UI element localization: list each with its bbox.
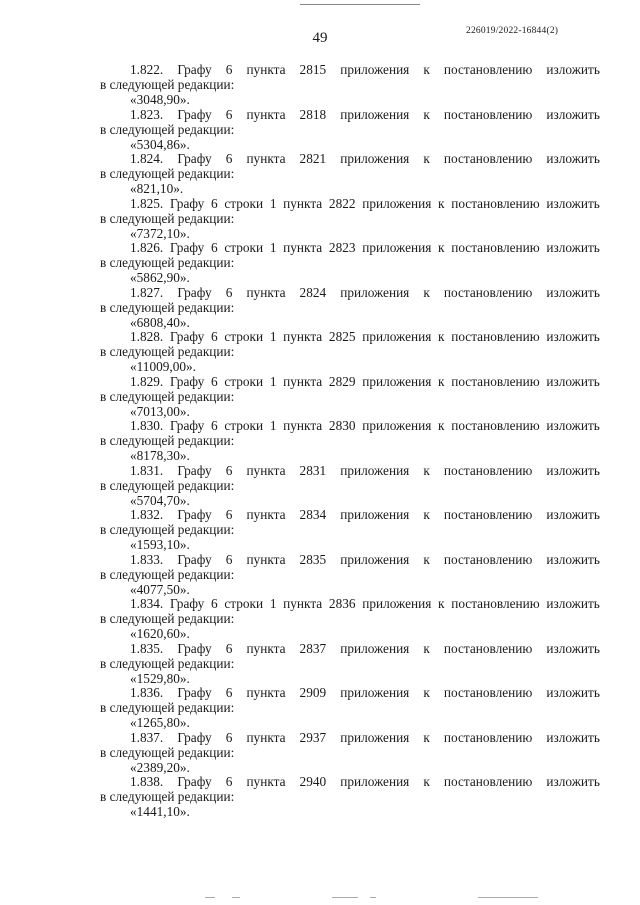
instruction-word: 1	[269, 195, 277, 211]
instruction-word: постановлению	[451, 373, 540, 389]
instruction-word: 1	[269, 240, 277, 255]
instruction-word: пункта	[246, 284, 286, 300]
amendment-continuation: в следующей редакции:	[100, 522, 235, 538]
instruction-word: приложения	[340, 729, 410, 745]
instruction-word: 2837	[299, 640, 327, 656]
instruction-word: строки	[224, 195, 264, 211]
instruction-word: постановлению	[451, 418, 540, 433]
instruction-word: 1.827.	[130, 284, 164, 300]
instruction-word: 1.824.	[130, 151, 164, 166]
amendment-value: «6808,40».	[130, 314, 190, 330]
instruction-word: Графу	[177, 151, 212, 166]
instruction-word: 1.822.	[130, 62, 164, 77]
instruction-word: к	[438, 195, 445, 211]
instruction-word: 6	[211, 329, 218, 344]
instruction-word: 1	[269, 596, 277, 611]
instruction-word: пункта	[246, 151, 286, 166]
instruction-word: изложить	[546, 596, 600, 611]
instruction-word: пункта	[246, 462, 286, 478]
amendment-value: «8178,30».	[130, 448, 190, 464]
instruction-word: приложения	[340, 507, 410, 522]
amendment-instruction	[100, 596, 600, 611]
instruction-word: 6	[225, 685, 233, 700]
instruction-word: Графу	[177, 551, 212, 567]
amendment-item	[100, 285, 600, 330]
instruction-word: к	[423, 774, 430, 789]
instruction-word: постановлению	[443, 640, 533, 656]
instruction-word: постановлению	[443, 685, 533, 700]
instruction-word: изложить	[546, 195, 600, 211]
instruction-word: 1.837.	[130, 729, 164, 745]
instruction-word: приложения	[362, 373, 432, 389]
instruction-word: 6	[211, 240, 218, 255]
instruction-word: постановлению	[451, 240, 540, 255]
instruction-word: приложения	[340, 551, 410, 567]
instruction-word: пункта	[246, 685, 286, 700]
instruction-word: 1.829.	[130, 373, 164, 389]
amendment-instruction	[100, 507, 600, 522]
amendment-value: «1593,10».	[130, 537, 190, 553]
instruction-word: к	[438, 329, 445, 344]
instruction-word: приложения	[340, 151, 410, 166]
instruction-word: 2830	[328, 418, 356, 433]
amendment-instruction	[100, 329, 600, 344]
instruction-word: постановлению	[451, 195, 540, 211]
amendment-continuation: в следующей редакции:	[100, 388, 235, 404]
instruction-word: к	[438, 240, 445, 255]
instruction-word: пункта	[246, 551, 286, 567]
instruction-word: 6	[225, 640, 233, 656]
instruction-word: Графу	[169, 329, 205, 344]
instruction-word: 2940	[299, 774, 327, 789]
instruction-word: 6	[225, 106, 233, 122]
instruction-word: постановлению	[443, 106, 533, 122]
instruction-word: строки	[224, 373, 264, 389]
instruction-word: приложения	[362, 596, 432, 611]
instruction-word: 6	[211, 596, 218, 611]
instruction-word: к	[423, 685, 430, 700]
instruction-word: к	[423, 151, 430, 166]
amendment-continuation: в следующей редакции:	[100, 121, 235, 137]
instruction-word: пункта	[246, 640, 286, 656]
instruction-word: изложить	[546, 106, 600, 122]
amendment-instruction	[100, 418, 600, 433]
instruction-word: 1.832.	[130, 507, 164, 522]
instruction-word: 1	[269, 329, 277, 344]
amendment-item	[100, 240, 600, 285]
instruction-word: к	[438, 373, 445, 389]
instruction-word: 2937	[299, 729, 327, 745]
amendment-instruction	[100, 285, 600, 300]
instruction-word: изложить	[546, 774, 600, 789]
amendment-value: «7372,10».	[130, 225, 190, 241]
amendment-continuation: в следующей редакции:	[100, 299, 235, 315]
instruction-word: постановлению	[443, 774, 533, 789]
amendment-instruction	[100, 641, 600, 656]
amendment-item	[100, 507, 600, 552]
amendment-instruction	[100, 107, 600, 122]
amendment-instruction	[100, 62, 600, 77]
amendment-value: «821,10».	[130, 181, 184, 197]
instruction-word: 6	[225, 62, 233, 77]
amendment-value: «3048,90».	[130, 92, 190, 108]
instruction-word: 2909	[299, 685, 327, 700]
instruction-word: 1.826.	[130, 240, 164, 255]
instruction-word: 1	[269, 418, 277, 433]
instruction-word: пункта	[283, 373, 323, 389]
instruction-word: 1.834.	[130, 596, 164, 611]
instruction-word: изложить	[546, 418, 600, 433]
amendment-instruction	[100, 552, 600, 567]
instruction-word: Графу	[177, 774, 212, 789]
amendment-value: «2389,20».	[130, 759, 190, 775]
bottom-scan-marks	[0, 893, 640, 903]
instruction-word: постановлению	[443, 151, 533, 166]
instruction-word: 6	[211, 195, 218, 211]
amendment-value: «5704,70».	[130, 492, 190, 508]
instruction-word: приложения	[340, 284, 410, 300]
instruction-word: Графу	[177, 729, 212, 745]
page-number: 49	[312, 30, 328, 46]
instruction-word: постановлению	[443, 551, 533, 567]
instruction-word: 6	[225, 151, 233, 166]
instruction-word: 6	[225, 551, 233, 567]
amendment-continuation: в следующей редакции:	[100, 655, 235, 671]
instruction-word: 1.836.	[130, 685, 164, 700]
amendment-continuation: в следующей редакции:	[100, 611, 235, 627]
amendment-value: «4077,50».	[130, 581, 190, 597]
instruction-word: Графу	[169, 596, 205, 611]
instruction-word: 6	[225, 774, 233, 789]
instruction-word: 2834	[299, 507, 327, 522]
instruction-word: 1.838.	[130, 774, 164, 789]
amendment-instruction	[100, 151, 600, 166]
instruction-word: Графу	[177, 106, 212, 122]
instruction-word: Графу	[177, 640, 212, 656]
instruction-word: постановлению	[443, 729, 533, 745]
amendment-item	[100, 730, 600, 775]
instruction-word: 1.833.	[130, 551, 164, 567]
amendment-instruction	[100, 774, 600, 789]
instruction-word: Графу	[169, 240, 205, 255]
amendment-instruction	[100, 685, 600, 700]
instruction-word: постановлению	[443, 462, 533, 478]
instruction-word: 1.823.	[130, 106, 164, 122]
instruction-word: пункта	[283, 596, 323, 611]
amendment-item	[100, 641, 600, 686]
instruction-word: пункта	[283, 418, 323, 433]
amendment-continuation: в следующей редакции:	[100, 166, 235, 182]
instruction-word: изложить	[546, 729, 600, 745]
instruction-word: изложить	[546, 373, 600, 389]
instruction-word: 2818	[299, 106, 327, 122]
instruction-word: пункта	[283, 195, 323, 211]
instruction-word: 1	[269, 373, 277, 389]
instruction-word: 2824	[299, 284, 327, 300]
instruction-word: к	[423, 507, 430, 522]
instruction-word: пункта	[283, 329, 323, 344]
instruction-word: к	[423, 640, 430, 656]
amendment-instruction	[100, 730, 600, 745]
instruction-word: к	[423, 551, 430, 567]
instruction-word: 2831	[299, 462, 327, 478]
instruction-word: пункта	[283, 240, 323, 255]
amendment-instruction	[100, 240, 600, 255]
instruction-word: 1.830.	[130, 418, 164, 433]
instruction-word: к	[438, 596, 445, 611]
instruction-word: 6	[211, 418, 218, 433]
instruction-word: пункта	[246, 106, 286, 122]
amendment-instruction	[100, 374, 600, 389]
instruction-word: постановлению	[451, 329, 540, 344]
instruction-word: строки	[224, 329, 264, 344]
amendment-continuation: в следующей редакции:	[100, 344, 235, 360]
instruction-word: пункта	[246, 729, 286, 745]
instruction-word: 6	[225, 507, 233, 522]
instruction-word: Графу	[169, 195, 205, 211]
instruction-word: приложения	[340, 62, 410, 77]
instruction-word: строки	[224, 240, 264, 255]
amendment-value: «1529,80».	[130, 670, 190, 686]
instruction-word: 6	[225, 729, 233, 745]
top-scan-rule	[300, 4, 420, 5]
amendment-continuation: в следующей редакции:	[100, 77, 235, 93]
amendment-instruction	[100, 463, 600, 478]
amendment-item	[100, 418, 600, 463]
instruction-word: Графу	[177, 284, 212, 300]
instruction-word: Графу	[177, 462, 212, 478]
amendment-continuation: в следующей редакции:	[100, 700, 235, 716]
instruction-word: 2821	[299, 151, 327, 166]
instruction-word: изложить	[546, 551, 600, 567]
instruction-word: пункта	[246, 774, 286, 789]
instruction-word: приложения	[362, 195, 432, 211]
instruction-word: строки	[224, 418, 264, 433]
amendment-continuation: в следующей редакции:	[100, 210, 235, 226]
amendment-item	[100, 107, 600, 152]
instruction-word: Графу	[177, 62, 212, 77]
amendment-value: «1620,60».	[130, 626, 190, 642]
instruction-word: постановлению	[443, 284, 533, 300]
amendment-item	[100, 62, 600, 107]
instruction-word: приложения	[340, 106, 410, 122]
instruction-word: к	[423, 462, 430, 478]
amendment-value: «11009,00».	[130, 359, 196, 375]
amendment-continuation: в следующей редакции:	[100, 433, 235, 449]
instruction-word: 1.828.	[130, 329, 164, 344]
instruction-word: приложения	[340, 462, 410, 478]
amendment-item	[100, 151, 600, 196]
amendment-continuation: в следующей редакции:	[100, 477, 235, 493]
instruction-word: 1.835.	[130, 640, 164, 656]
instruction-word: к	[423, 62, 430, 77]
instruction-word: пункта	[246, 62, 286, 77]
instruction-word: Графу	[169, 373, 205, 389]
instruction-word: строки	[224, 596, 264, 611]
instruction-word: Графу	[177, 685, 212, 700]
instruction-word: 2835	[299, 551, 327, 567]
instruction-word: изложить	[546, 329, 600, 344]
instruction-word: 6	[211, 373, 218, 389]
instruction-word: пункта	[246, 507, 286, 522]
instruction-word: приложения	[340, 774, 410, 789]
instruction-word: приложения	[362, 329, 432, 344]
instruction-word: изложить	[546, 284, 600, 300]
instruction-word: приложения	[362, 418, 432, 433]
instruction-word: приложения	[362, 240, 432, 255]
amendment-continuation: в следующей редакции:	[100, 255, 235, 271]
amendment-value: «5862,90».	[130, 270, 190, 286]
instruction-word: 6	[225, 284, 233, 300]
instruction-word: изложить	[546, 507, 600, 522]
amendment-item	[100, 196, 600, 241]
instruction-word: приложения	[340, 640, 410, 656]
amendment-value: «7013,00».	[130, 403, 190, 419]
instruction-word: постановлению	[443, 62, 533, 77]
instruction-word: 2815	[299, 62, 327, 77]
instruction-word: к	[423, 106, 430, 122]
instruction-word: постановлению	[443, 507, 533, 522]
amendment-value: «1441,10».	[130, 804, 190, 820]
instruction-word: изложить	[546, 240, 600, 255]
instruction-word: изложить	[546, 640, 600, 656]
amendment-continuation: в следующей редакции:	[100, 566, 235, 582]
instruction-word: 1.825.	[130, 195, 164, 211]
instruction-word: изложить	[546, 462, 600, 478]
instruction-word: 1.831.	[130, 462, 164, 478]
instruction-word: приложения	[340, 685, 410, 700]
instruction-word: 6	[225, 462, 233, 478]
instruction-word: изложить	[546, 685, 600, 700]
amendment-value: «5304,86».	[130, 136, 190, 152]
instruction-word: к	[423, 729, 430, 745]
instruction-word: Графу	[169, 418, 205, 433]
amendment-item	[100, 774, 600, 819]
amendment-item	[100, 329, 600, 374]
amendment-list	[100, 62, 600, 819]
instruction-word: 2829	[328, 373, 356, 389]
amendment-continuation: в следующей редакции:	[100, 744, 235, 760]
instruction-word: изложить	[546, 151, 600, 166]
amendment-item	[100, 685, 600, 730]
instruction-word: 2825	[328, 329, 356, 344]
instruction-word: постановлению	[451, 596, 540, 611]
amendment-instruction	[100, 196, 600, 211]
amendment-item	[100, 596, 600, 641]
instruction-word: Графу	[177, 507, 212, 522]
document-number: 226019/2022-16844(2)	[466, 26, 559, 36]
instruction-word: 2836	[328, 596, 356, 611]
instruction-word: изложить	[546, 62, 600, 77]
amendment-item	[100, 552, 600, 597]
amendment-value: «1265,80».	[130, 715, 190, 731]
instruction-word: к	[438, 418, 445, 433]
instruction-word: 2822	[328, 195, 356, 211]
instruction-word: к	[423, 284, 430, 300]
amendment-item	[100, 374, 600, 419]
instruction-word: 2823	[328, 240, 356, 255]
amendment-item	[100, 463, 600, 508]
amendment-continuation: в следующей редакции:	[100, 789, 235, 805]
